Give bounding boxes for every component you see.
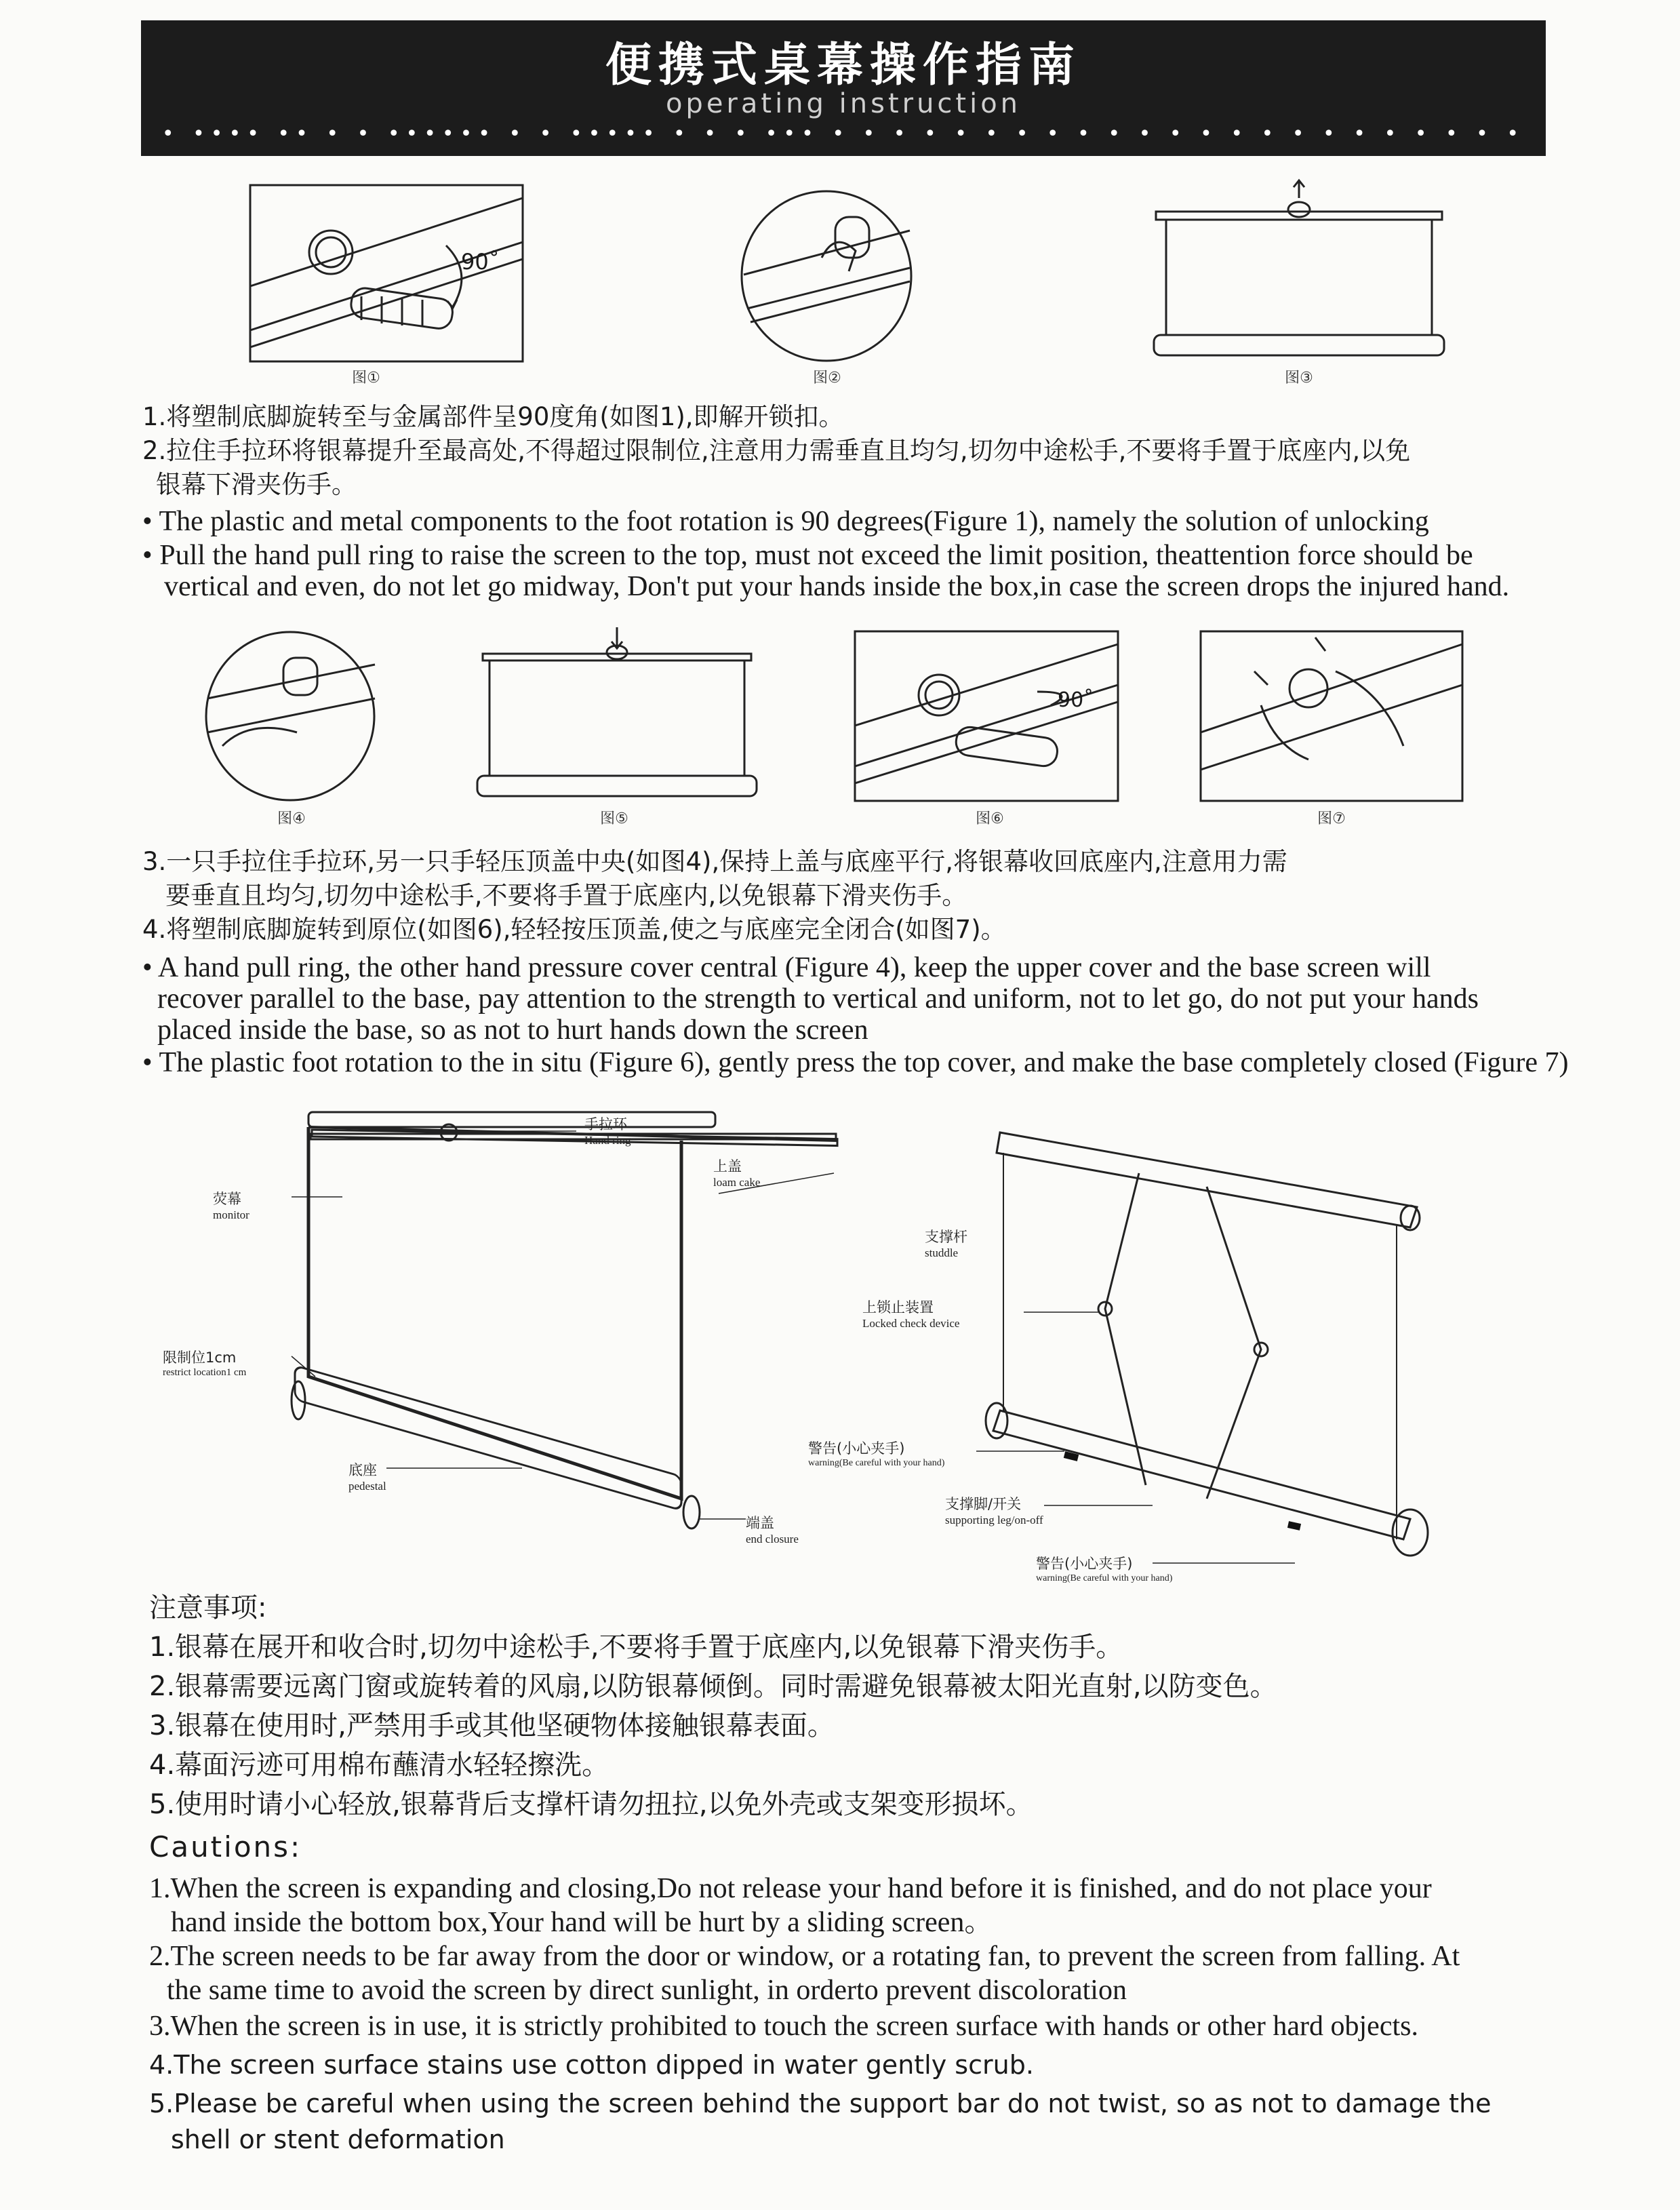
step-3-en-b: recover parallel to the base, pay attention to the strength to vertical and uniform, not to let go, do not put your hands — [157, 983, 1479, 1014]
step-3-en-a: • A hand pull ring, the other hand pressure cover central (Figure 4), keep the upper cover and the base screen will — [142, 952, 1431, 983]
figure-6 — [854, 631, 1119, 802]
label-support-leg: 支撑脚/开关 supporting leg/on-off — [945, 1496, 1043, 1526]
figure-7-drawing — [1200, 631, 1463, 802]
figure-3 — [1153, 178, 1445, 369]
figure-5-caption: 图⑤ — [600, 810, 628, 827]
notes-zh — [149, 1588, 1573, 1824]
notes-zh-item: 1.银幕在展开和收合时,切勿中途松手,不要将手置于底座内,以免银幕下滑夹伤手。 — [149, 1632, 1123, 1663]
back-diagram — [976, 1119, 1437, 1587]
notes-zh-item: 5.使用时请小心轻放,银幕背后支撑杆请勿扭拉,以免外壳或支架变形损坏。 — [149, 1789, 1033, 1820]
notes-zh-item: 3.银幕在使用时,严禁用手或其他坚硬物体接触银幕表面。 — [149, 1710, 835, 1741]
figure-1-angle: 90˚ — [461, 249, 500, 275]
caution-5a: 5.Please be careful when using the screen behind the support bar do not twist, so as not to damage the — [149, 2089, 1492, 2118]
figure-7 — [1200, 631, 1463, 802]
header-banner — [141, 20, 1546, 156]
caution-1b: hand inside the bottom box,Your hand will be hurt by a sliding screen。 — [171, 1907, 993, 1938]
notes-zh-item: 2.银幕需要远离门窗或旋转着的风扇,以防银幕倾倒。同时需避免银幕被太阳光直射,以防变色。 — [149, 1671, 1277, 1702]
caution-5b: shell or stent deformation — [171, 2125, 505, 2154]
caution-2b: the same time to avoid the screen by direct sunlight, in orderto prevent discoloration — [167, 1975, 1127, 2006]
figure-1-caption: 图① — [352, 370, 380, 387]
steps-3-4 — [142, 845, 1607, 1078]
caution-4: 4.The screen surface stains use cotton dipped in water gently scrub. — [149, 2050, 1034, 2080]
label-studdle: 支撑杆 studdle — [925, 1229, 967, 1259]
figure-4-drawing — [202, 631, 378, 802]
label-limit: 限制位1cm restrict location1 cm — [163, 1349, 247, 1378]
step-3-zh-a: 3.一只手拉住手拉环,另一只手轻压顶盖中央(如图4),保持上盖与底座平行,将银幕收回底座内,注意用力需 — [142, 847, 1287, 876]
label-warning-1: 警告(小心夹手) warning(Be careful with your hand) — [808, 1440, 945, 1468]
label-top-cover: 上盖 loam cake — [713, 1158, 761, 1189]
label-end-closure: 端盖 end closure — [746, 1515, 799, 1545]
step-4-zh: 4.将塑制底脚旋转到原位(如图6),轻轻按压顶盖,使之与底座完全闭合(如图7)。 — [142, 915, 1006, 944]
figure-6-angle: 90˚ — [1058, 688, 1094, 712]
figure-5-drawing — [475, 624, 759, 802]
page-subtitle: operating instruction — [665, 88, 1022, 119]
step-4-en: • The plastic foot rotation to the in situ (Figure 6), gently press the top cover, and make the base completely closed (Figure 7) — [142, 1047, 1569, 1078]
front-diagram-drawing — [156, 1099, 766, 1553]
step-3-zh-b: 要垂直且均匀,切勿中途松手,不要将手置于底座内,以免银幕下滑夹伤手。 — [165, 881, 967, 910]
label-pedestal: 底座 pedestal — [348, 1462, 386, 1493]
step-1-en: • The plastic and metal components to the foot rotation is 90 degrees(Figure 1), namely the solution of unlocking — [142, 506, 1429, 537]
cautions-en — [149, 1828, 1627, 2156]
figure-4 — [202, 631, 378, 802]
step-2-en-b: vertical and even, do not let go midway, Don't put your hands inside the box,in case the screen drops the injured hand. — [164, 571, 1510, 602]
label-warning-2: 警告(小心夹手) warning(Be careful with your hand) — [1036, 1556, 1173, 1583]
step-1-zh: 1.将塑制底脚旋转至与金属部件呈90度角(如图1),即解开锁扣。 — [142, 402, 844, 431]
figure-5 — [475, 624, 759, 802]
notes-zh-heading: 注意事项: — [149, 1592, 267, 1623]
figure-2-drawing — [740, 190, 913, 362]
step-2-zh-a: 2.拉住手拉环将银幕提升至最高处,不得超过限制位,注意用力需垂直且均匀,切勿中途松手,不要将手置于底座内,以免 — [142, 436, 1411, 465]
step-2-zh-b: 银幕下滑夹伤手。 — [156, 470, 357, 499]
step-3-en-c: placed inside the base, so as not to hurt hands down the screen — [157, 1014, 868, 1046]
notes-zh-item: 4.幕面污迹可用棉布蘸清水轻轻擦洗。 — [149, 1750, 609, 1781]
figure-6-drawing — [854, 631, 1119, 802]
figure-2 — [740, 190, 913, 362]
caution-3: 3.When the screen is in use, it is strictly prohibited to touch the screen surface with hands or other hard objects. — [149, 2011, 1418, 2042]
label-lock-device: 上锁止装置 Locked check device — [862, 1299, 960, 1330]
front-diagram — [156, 1099, 766, 1553]
back-diagram-drawing — [976, 1119, 1437, 1587]
figure-3-drawing — [1153, 178, 1445, 369]
caution-1a: 1.When the screen is expanding and closing,Do not release your hand before it is finished, and do not place your — [149, 1873, 1432, 1904]
figure-6-caption: 图⑥ — [976, 810, 1004, 827]
figure-3-caption: 图③ — [1285, 370, 1313, 387]
figure-4-caption: 图④ — [277, 810, 306, 827]
step-2-en-a: • Pull the hand pull ring to raise the screen to the top, must not exceed the limit position, theattention force should be — [142, 540, 1473, 571]
page-title: 便携式桌幕操作指南 — [605, 39, 1081, 92]
cautions-heading: Cautions: — [149, 1830, 302, 1863]
caution-2a: 2.The screen needs to be far away from the door or window, or a rotating fan, to prevent the screen from falling. At — [149, 1941, 1460, 1972]
figure-2-caption: 图② — [813, 370, 841, 387]
header-dots: • •••• •• • • •••••• • • ••••• • • • ••• • • • • • • • • • • • • • • • • • • • • • • • — [161, 122, 1525, 146]
label-monitor: 荧幕 monitor — [213, 1191, 249, 1221]
figure-7-caption: 图⑦ — [1317, 810, 1346, 827]
steps-1-2 — [142, 400, 1607, 602]
label-hand-ring: 手拉环 Hand ring — [584, 1116, 631, 1147]
figure-1 — [249, 184, 523, 362]
